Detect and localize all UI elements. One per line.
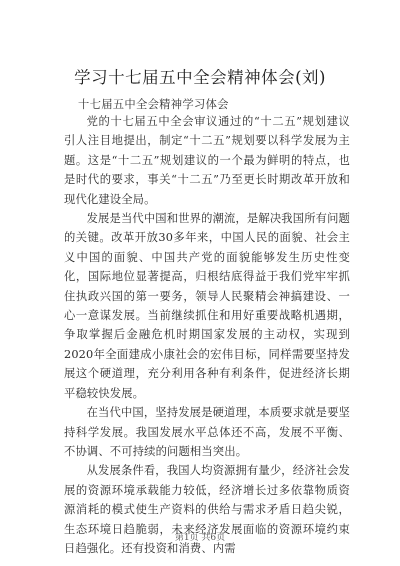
- paragraph: 从发展条件看，我国人均资源拥有量少，经济社会发展的资源环境承载能力较低，经济增长过多依靠物质资源消耗的模式使生产资料的供给与需求矛盾日趋尖锐，生态环境日趋脆弱，未来经济发展面临的资源环境约束日趋强化。还有投资和消费、内需: [64, 464, 350, 555]
- document-body: [64, 112, 350, 558]
- paragraph: 在当代中国，坚持发展是硬道理，本质要求就是要坚持科学发展。我国发展水平总体还不高，发展不平衡、不协调、不可持续的问题相当突出。: [64, 406, 350, 458]
- paragraph: 党的十七届五中全会审议通过的“十二五”规划建议引人注目地提出，制定“十二五”规划要以科学发展为主题。这是“十二五”规划建议的一个最为鲜明的特点，也是时代的要求，事关“十二五”乃至更长时期改革开放和现代化建设全局。: [64, 115, 350, 206]
- document-subtitle: 十七届五中全会精神学习体会: [78, 98, 229, 111]
- document-title: 学习十七届五中全会精神体会(刘): [74, 68, 326, 87]
- paragraph: 发展是当代中国和世界的潮流，是解决我国所有问题的关键。改革开放30多年来，中国人民的面貌、社会主义中国的面貌、中国共产党的面貌能够发生历史性变化，国际地位显著提高，归根结底得益于我们党牢牢抓住执政兴国的第一要务，领导人民聚精会神搞建设、一心一意谋发展。当前继续抓住和用好重要战略机遇期，争取掌握后金融危机时期国家发展的主动权，实现到2020年全面建成小康社会的宏伟目标，同样需要坚持发展这个硬道理，充分利用各种有利条件，促进经济长期平稳较快发展。: [64, 212, 350, 400]
- page-footer: 第1页 共6页: [174, 533, 226, 543]
